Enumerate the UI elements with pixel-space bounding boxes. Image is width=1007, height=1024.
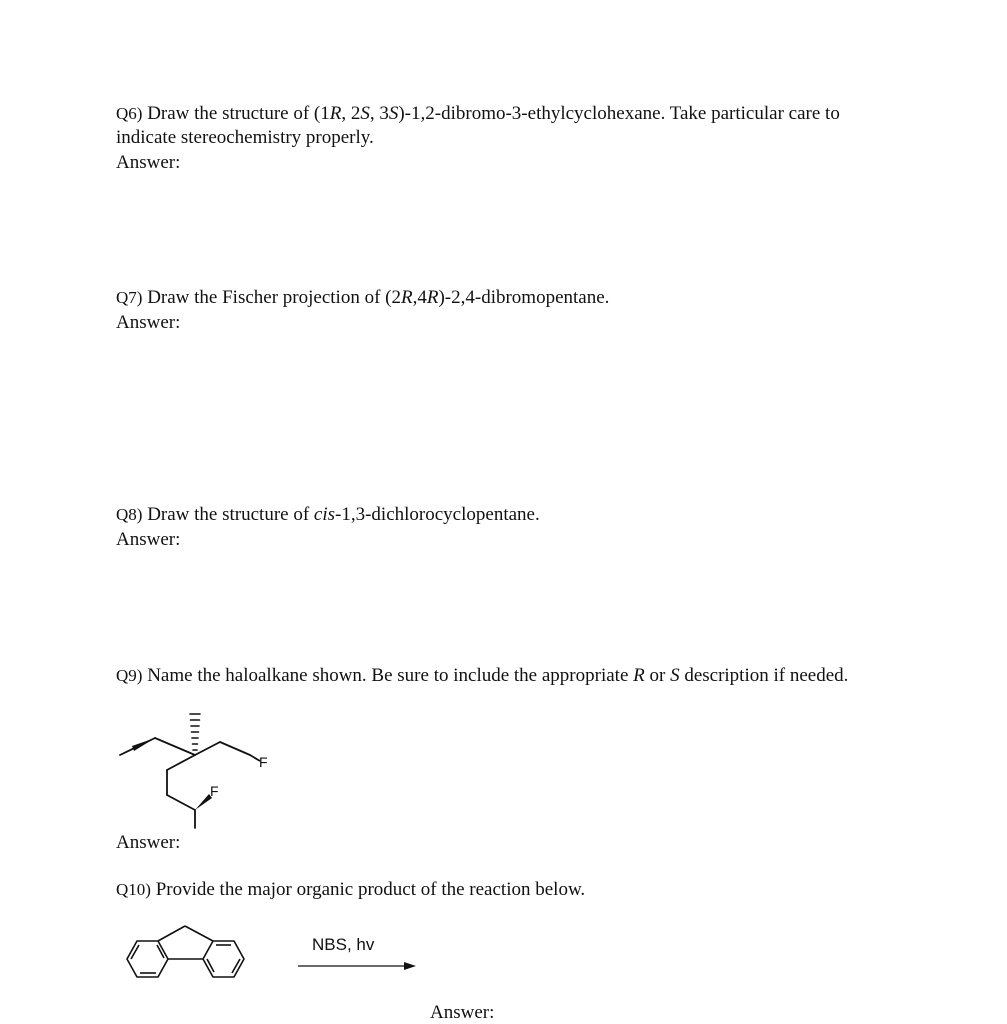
q9-question xyxy=(116,665,848,687)
q8-answer-label: Answer: xyxy=(116,529,181,550)
q9-descriptor-r: R xyxy=(633,665,645,686)
arrow-head xyxy=(404,962,416,970)
q8-text-1: Draw the structure of xyxy=(142,504,314,525)
q7-text-3: )-2,4-dibromopentane. xyxy=(438,287,610,308)
q9-descriptor-s: S xyxy=(670,665,680,686)
reaction-arrow xyxy=(298,960,418,972)
q7-answer-label: Answer: xyxy=(116,312,181,333)
q10-text-1: Provide the major organic product of the reaction below. xyxy=(150,879,586,900)
q10-number: Q10) xyxy=(116,880,151,899)
left-ring-double-1 xyxy=(131,945,139,959)
fluorene-structure xyxy=(116,918,266,998)
q7-text-1: Draw the Fischer projection of (2 xyxy=(142,287,401,308)
bond-c2-c3 xyxy=(155,738,195,755)
q7-descriptor-r1: R xyxy=(401,287,413,308)
bond-c3-c6 xyxy=(167,755,195,770)
q10-answer-label: Answer: xyxy=(430,1002,495,1023)
right-ring-double-2 xyxy=(232,959,240,973)
q10-question xyxy=(116,879,585,901)
q8-text-2: -1,3-dichlorocyclopentane. xyxy=(335,504,540,525)
q8-number: Q8) xyxy=(116,505,143,524)
right-ring-double-3 xyxy=(207,959,214,972)
bond-c7-c8 xyxy=(167,795,195,810)
q7-question xyxy=(116,287,609,309)
q9-text-3: description if needed. xyxy=(679,665,849,686)
haloalkane-structure xyxy=(110,700,290,835)
q9-number: Q9) xyxy=(116,666,143,685)
q6-text-3: , 3 xyxy=(369,103,389,124)
q6-descriptor-r: R xyxy=(329,103,342,124)
q6-text-2: , 2 xyxy=(341,103,361,124)
q6-descriptor-s2: S xyxy=(388,103,399,124)
q6-descriptor-s1: S xyxy=(360,103,370,124)
reagent-label: NBS, hv xyxy=(312,935,375,954)
q9-text-1: Name the haloalkane shown. Be sure to include the appropriate xyxy=(142,665,634,686)
five-ring-bond-left xyxy=(158,926,185,941)
q7-text-2: ,4 xyxy=(412,287,427,308)
q6-text-1: Draw the structure of (1 xyxy=(142,103,330,124)
bond-c4-c5 xyxy=(220,742,250,755)
five-ring-bond-right xyxy=(185,926,213,941)
fluorine-label-bottom: F xyxy=(210,783,219,799)
q9-text-2: or xyxy=(644,665,671,686)
right-benzene-ring xyxy=(203,941,244,977)
q9-answer-label: Answer: xyxy=(116,832,181,853)
q8-question xyxy=(116,504,540,526)
q7-number: Q7) xyxy=(116,288,143,307)
wedge-bond-methyl xyxy=(132,738,155,751)
q6-question-line-2: indicate stereochemistry properly. xyxy=(116,127,374,148)
q6-text-4: )-1,2-dibromo-3-ethylcyclohexane. Take particular care to xyxy=(398,103,840,124)
left-benzene-ring xyxy=(127,941,168,977)
q6-question xyxy=(116,103,840,125)
q8-cis: cis xyxy=(313,504,336,525)
q6-number: Q6) xyxy=(116,104,143,123)
q6-answer-label: Answer: xyxy=(116,152,181,173)
bond-c3-c4 xyxy=(195,742,220,755)
fluorine-label-top: F xyxy=(259,754,268,770)
hashed-bond xyxy=(190,714,200,750)
q7-descriptor-r2: R xyxy=(426,287,439,308)
